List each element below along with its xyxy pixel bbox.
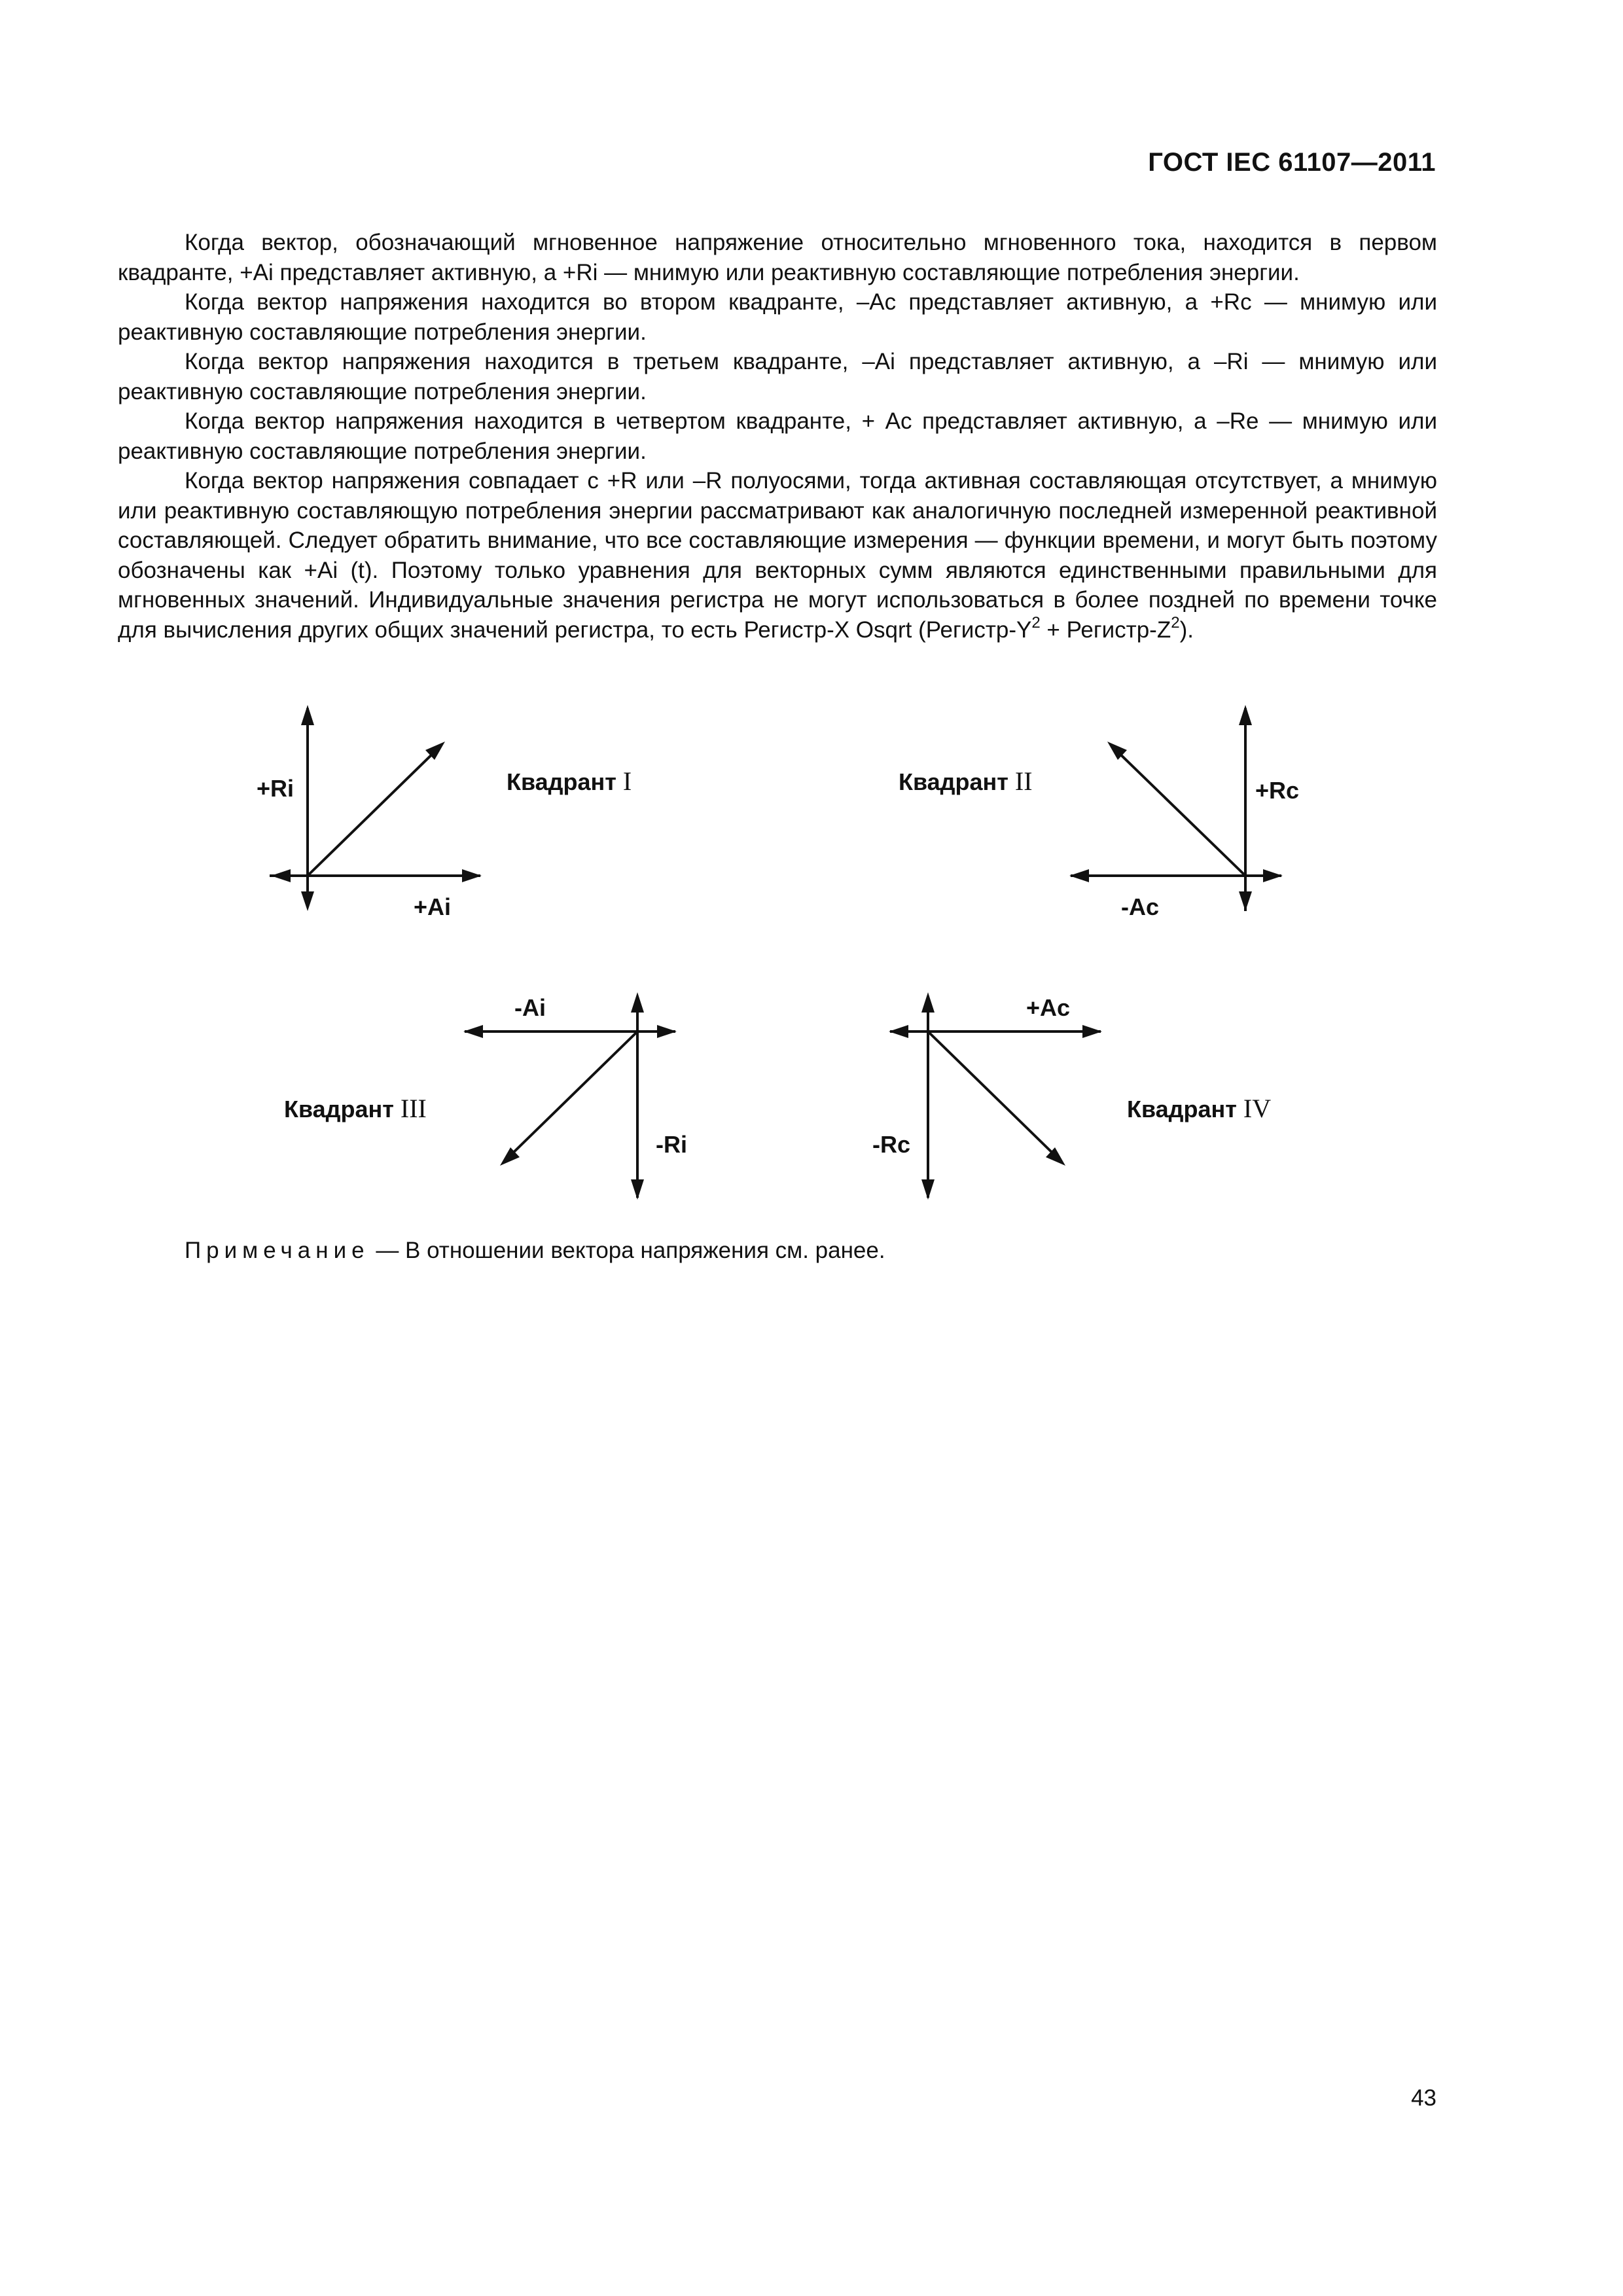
quadrant-2-vector bbox=[1112, 746, 1245, 876]
quadrant-4-diagram bbox=[890, 996, 1101, 1198]
quadrant-1-title: Квадрант I bbox=[507, 766, 632, 796]
quadrant-3-diagram bbox=[465, 996, 675, 1198]
quadrant-3-title: Квадрант III bbox=[284, 1094, 427, 1123]
paragraph-quadrant-3: Когда вектор напряжения находится в третьем квадранте, –Ai представляет активную, а –Ri — мнимую или реактивную составляющие потребления энергии. bbox=[118, 349, 1437, 404]
quadrant-1-diagram bbox=[270, 708, 480, 902]
page-number: 43 bbox=[1411, 2085, 1436, 2111]
quadrant-4-vector bbox=[928, 1031, 1061, 1161]
quadrant-3-arrowheads bbox=[463, 992, 677, 1200]
quadrant-3-vector bbox=[505, 1031, 637, 1161]
quadrant-4-title: Квадрант IV bbox=[1127, 1094, 1272, 1123]
quadrant-2-vertical-label: +Rc bbox=[1255, 777, 1300, 804]
paragraph-half-axes-end: ). bbox=[1179, 617, 1194, 643]
exponent-z: 2 bbox=[1171, 613, 1180, 632]
quadrant-1-vector bbox=[308, 746, 440, 876]
paragraph-quadrant-4: Когда вектор напряжения находится в четвертом квадранте, + Ac представляет активную, а –Re — мнимую или реактивную составляющие потребления энергии. bbox=[118, 408, 1437, 464]
note bbox=[185, 1236, 885, 1265]
quadrant-1-vertical-label: +Ri bbox=[257, 775, 294, 802]
quadrant-1-horizontal-label: +Ai bbox=[414, 893, 452, 920]
paragraph-quadrant-2: Когда вектор напряжения находится во втором квадранте, –Ac представляет активную, а +Rc — мнимую или реактивную составляющие потребления энергии. bbox=[118, 289, 1437, 345]
quadrant-3-vertical-label: -Ri bbox=[656, 1131, 687, 1158]
paragraph-half-axes-main: Когда вектор напряжения совпадает с +R или –R полуосями, тогда активная составляющая отсутствует, а мнимую или реактивную составляющую потребления энергии рассматривают как аналогичную последней измеренной реактивной составляющей. Следует обратить внимание, что все составляющие измерения — функции времени, и могут быть поэтому обозначены как +Ai (t). Поэтому только уравнения для векторных сумм являются единственными правильными для мгновенных значений. Индивидуальные значения регистра не могут использоваться в более поздней по времени точке для вычисления других общих значений регистра, то есть Регистр-X Osqrt (Регистр-Y bbox=[118, 468, 1437, 643]
quadrant-2-title: Квадрант II bbox=[899, 766, 1033, 796]
paragraph-half-axes bbox=[118, 466, 1437, 645]
exponent-y: 2 bbox=[1031, 613, 1041, 632]
quadrant-4-arrowheads bbox=[889, 992, 1102, 1200]
paragraph-half-axes-mid: + Регистр-Z bbox=[1040, 617, 1171, 643]
quadrant-2-horizontal-label: -Ac bbox=[1121, 893, 1160, 920]
quadrant-3-horizontal-label: -Ai bbox=[514, 994, 546, 1021]
quadrant-2-arrowheads bbox=[1069, 705, 1283, 911]
quadrant-4-horizontal-label: +Ac bbox=[1026, 994, 1071, 1021]
quadrant-2-diagram bbox=[1071, 708, 1281, 911]
document-header: ГОСТ IEC 61107—2011 bbox=[1148, 148, 1436, 177]
body-text bbox=[118, 228, 1437, 645]
note-label: Примечание bbox=[185, 1238, 370, 1263]
paragraph-quadrant-1: Когда вектор, обозначающий мгновенное напряжение относительно мгновенного тока, находится в первом квадранте, +Ai представляет активную, а +Ri — мнимую или реактивную составляющие потребления энергии. bbox=[118, 230, 1437, 285]
note-text: — В отношении вектора напряжения см. ранее. bbox=[369, 1238, 885, 1263]
quadrant-1-arrowheads bbox=[271, 705, 482, 911]
quadrant-4-vertical-label: -Rc bbox=[872, 1131, 911, 1158]
